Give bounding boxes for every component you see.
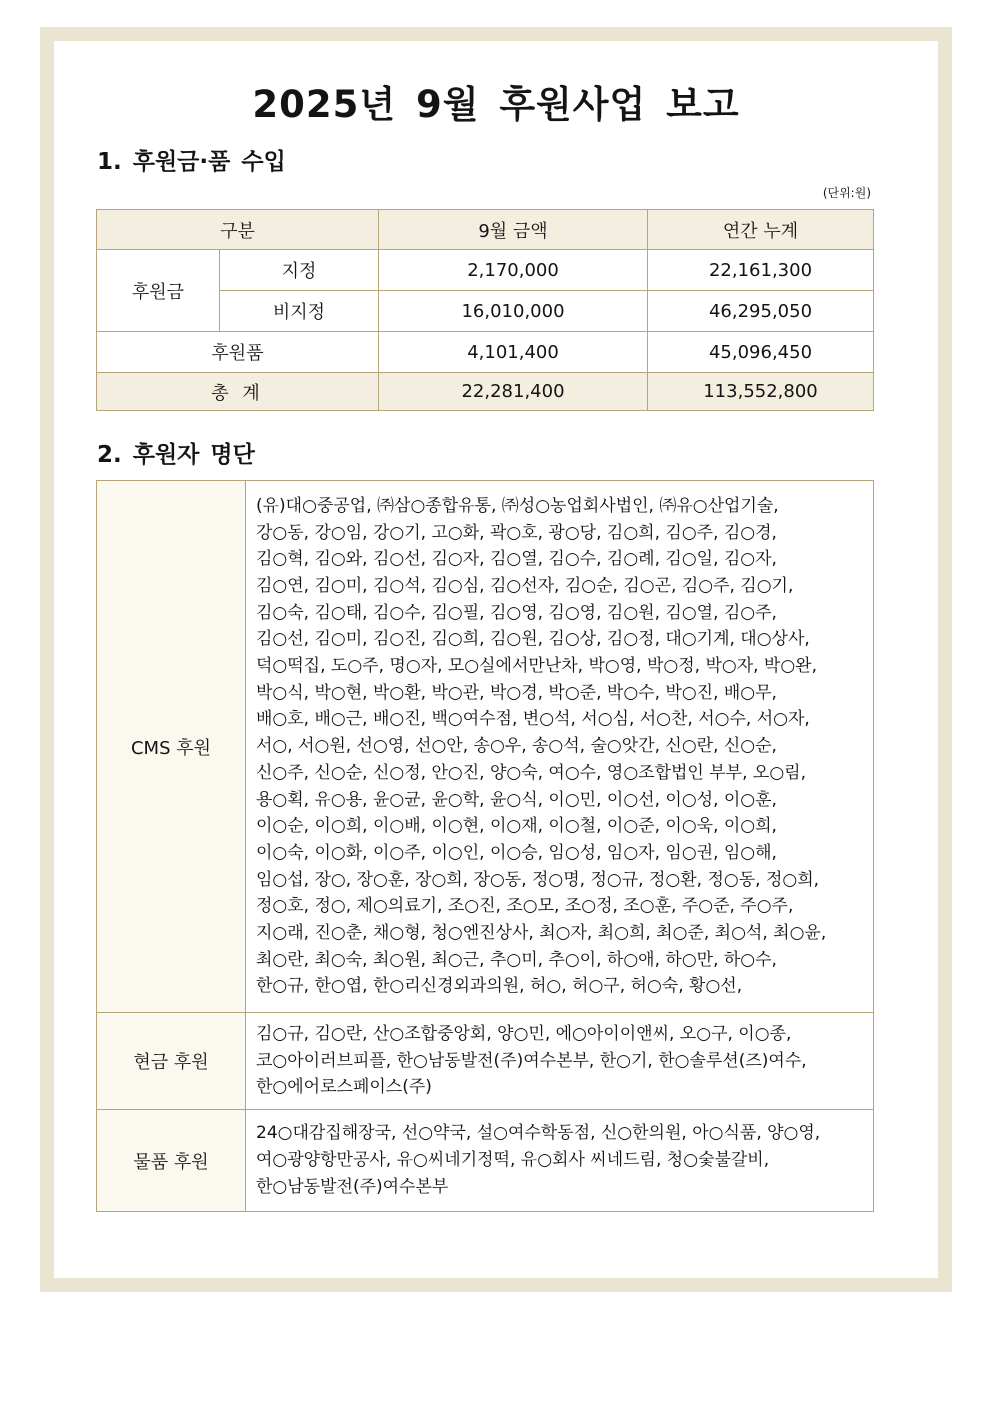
donor-line: 한○에어로스페이스(주) <box>256 1077 432 1098</box>
section-heading-income: 1. 후원금·품 수입 <box>97 149 286 175</box>
section-heading-donors: 2. 후원자 명단 <box>97 442 255 468</box>
cell-month-total: 22,281,400 <box>379 373 648 411</box>
donor-line: 김○선, 김○미, 김○진, 김○희, 김○원, 김○상, 김○정, 대○기계, 대○상사, <box>256 629 810 650</box>
unit-note: (단위:원) <box>822 186 871 200</box>
cell-annual-total: 46,295,050 <box>648 291 874 332</box>
row-label-undesignated: 비지정 <box>220 291 379 332</box>
cell-annual-grand-total: 113,552,800 <box>648 373 874 411</box>
report-title: 2025년 9월 후원사업 보고 <box>252 83 740 126</box>
donor-lines <box>256 1021 867 1101</box>
donor-line: 한○규, 한○엽, 한○리신경외과의원, 허○, 허○구, 허○숙, 황○선, <box>256 976 743 997</box>
donor-line: 이○순, 이○희, 이○배, 이○현, 이○재, 이○철, 이○준, 이○욱, 이○희, <box>256 816 777 837</box>
cell-month-amount: 4,101,400 <box>379 332 648 373</box>
cell-annual-total: 22,161,300 <box>648 250 874 291</box>
donor-group-row <box>97 1110 874 1212</box>
donor-line: 한○남동발전(주)여수본부 <box>256 1176 449 1197</box>
header-annual-total: 연간 누계 <box>648 210 874 250</box>
row-label-goods: 후원품 <box>97 332 379 373</box>
donor-lines <box>256 493 867 1000</box>
donor-line: 정○호, 정○, 제○의료기, 조○진, 조○모, 조○정, 조○훈, 주○준, 주○주, <box>256 896 794 917</box>
donor-list-cms <box>246 481 874 1013</box>
header-month-amount: 9월 금액 <box>379 210 648 250</box>
table-row <box>97 332 874 373</box>
donor-line: 강○동, 강○임, 강○기, 고○화, 곽○호, 광○당, 김○희, 김○주, 김○경, <box>256 522 777 543</box>
donor-table <box>96 480 874 1212</box>
donor-line: 이○숙, 이○화, 이○주, 이○인, 이○승, 임○성, 임○자, 임○권, 임○해, <box>256 842 777 863</box>
table-total-row <box>97 373 874 411</box>
header-category: 구분 <box>97 210 379 250</box>
donor-line: 김○혁, 김○와, 김○선, 김○자, 김○열, 김○수, 김○례, 김○일, 김○자, <box>256 549 777 570</box>
row-label-designated: 지정 <box>220 250 379 291</box>
donor-line: 용○획, 유○용, 윤○균, 윤○학, 윤○식, 이○민, 이○선, 이○성, 이○훈, <box>256 789 777 810</box>
donor-line: 김○숙, 김○태, 김○수, 김○필, 김○영, 김○영, 김○원, 김○열, 김○주, <box>256 602 777 623</box>
income-table <box>96 209 874 411</box>
donor-list-cash <box>246 1013 874 1110</box>
donor-line: 배○호, 배○근, 배○진, 백○여수점, 변○석, 서○심, 서○찬, 서○수, 서○자, <box>256 709 810 730</box>
donor-line: 박○식, 박○현, 박○환, 박○관, 박○경, 박○준, 박○수, 박○진, 배○무, <box>256 682 777 703</box>
donor-line: 임○섭, 장○, 장○훈, 장○희, 장○동, 정○명, 정○규, 정○환, 정○동, 정○희, <box>256 869 820 890</box>
row-label-total: 총 계 <box>97 373 379 411</box>
donor-group-row <box>97 1013 874 1110</box>
cell-annual-total: 45,096,450 <box>648 332 874 373</box>
donor-line: 덕○떡집, 도○주, 명○자, 모○실에서만난차, 박○영, 박○정, 박○자, 박○완, <box>256 656 818 677</box>
donor-line: 여○광양항만공사, 유○씨네기정떡, 유○회사 씨네드림, 청○숯불갈비, <box>256 1150 770 1171</box>
table-row <box>97 250 874 291</box>
donor-line: 김○규, 김○란, 산○조합중앙회, 양○민, 에○아이이앤씨, 오○구, 이○종, <box>256 1023 792 1044</box>
donation-money-label: 후원금 <box>97 250 220 332</box>
donor-line: 24○대감집해장국, 선○약국, 설○여수학동점, 신○한의원, 아○식품, 양○영, <box>256 1123 821 1144</box>
donor-group-row <box>97 481 874 1013</box>
donor-list-goods <box>246 1110 874 1212</box>
group-label-goods: 물품 후원 <box>97 1110 246 1212</box>
cell-month-amount: 2,170,000 <box>379 250 648 291</box>
donor-line: 신○주, 신○순, 신○정, 안○진, 양○숙, 여○수, 영○조합법인 부부, 오○림, <box>256 762 806 783</box>
donor-lines <box>256 1120 867 1200</box>
donor-line: 최○란, 최○숙, 최○원, 최○근, 추○미, 추○이, 하○애, 하○만, 하○수, <box>256 949 777 970</box>
cell-month-amount: 16,010,000 <box>379 291 648 332</box>
donor-line: 김○연, 김○미, 김○석, 김○심, 김○선자, 김○순, 김○곤, 김○주, 김○기, <box>256 576 794 597</box>
donor-line: (유)대○중공업, ㈜삼○종합유통, ㈜성○농업회사법인, ㈜유○산업기술, <box>256 495 779 516</box>
donor-line: 지○래, 진○춘, 채○형, 청○엔진상사, 최○자, 최○희, 최○준, 최○석, 최○윤, <box>256 922 827 943</box>
group-label-cms: CMS 후원 <box>97 481 246 1013</box>
donor-line: 코○아이러브피플, 한○남동발전(주)여수본부, 한○기, 한○솔루션(즈)여수, <box>256 1050 807 1071</box>
table-header-row <box>97 210 874 250</box>
donor-line: 서○, 서○원, 선○영, 선○안, 송○우, 송○석, 술○앗간, 신○란, 신○순, <box>256 736 777 757</box>
group-label-cash: 현금 후원 <box>97 1013 246 1110</box>
